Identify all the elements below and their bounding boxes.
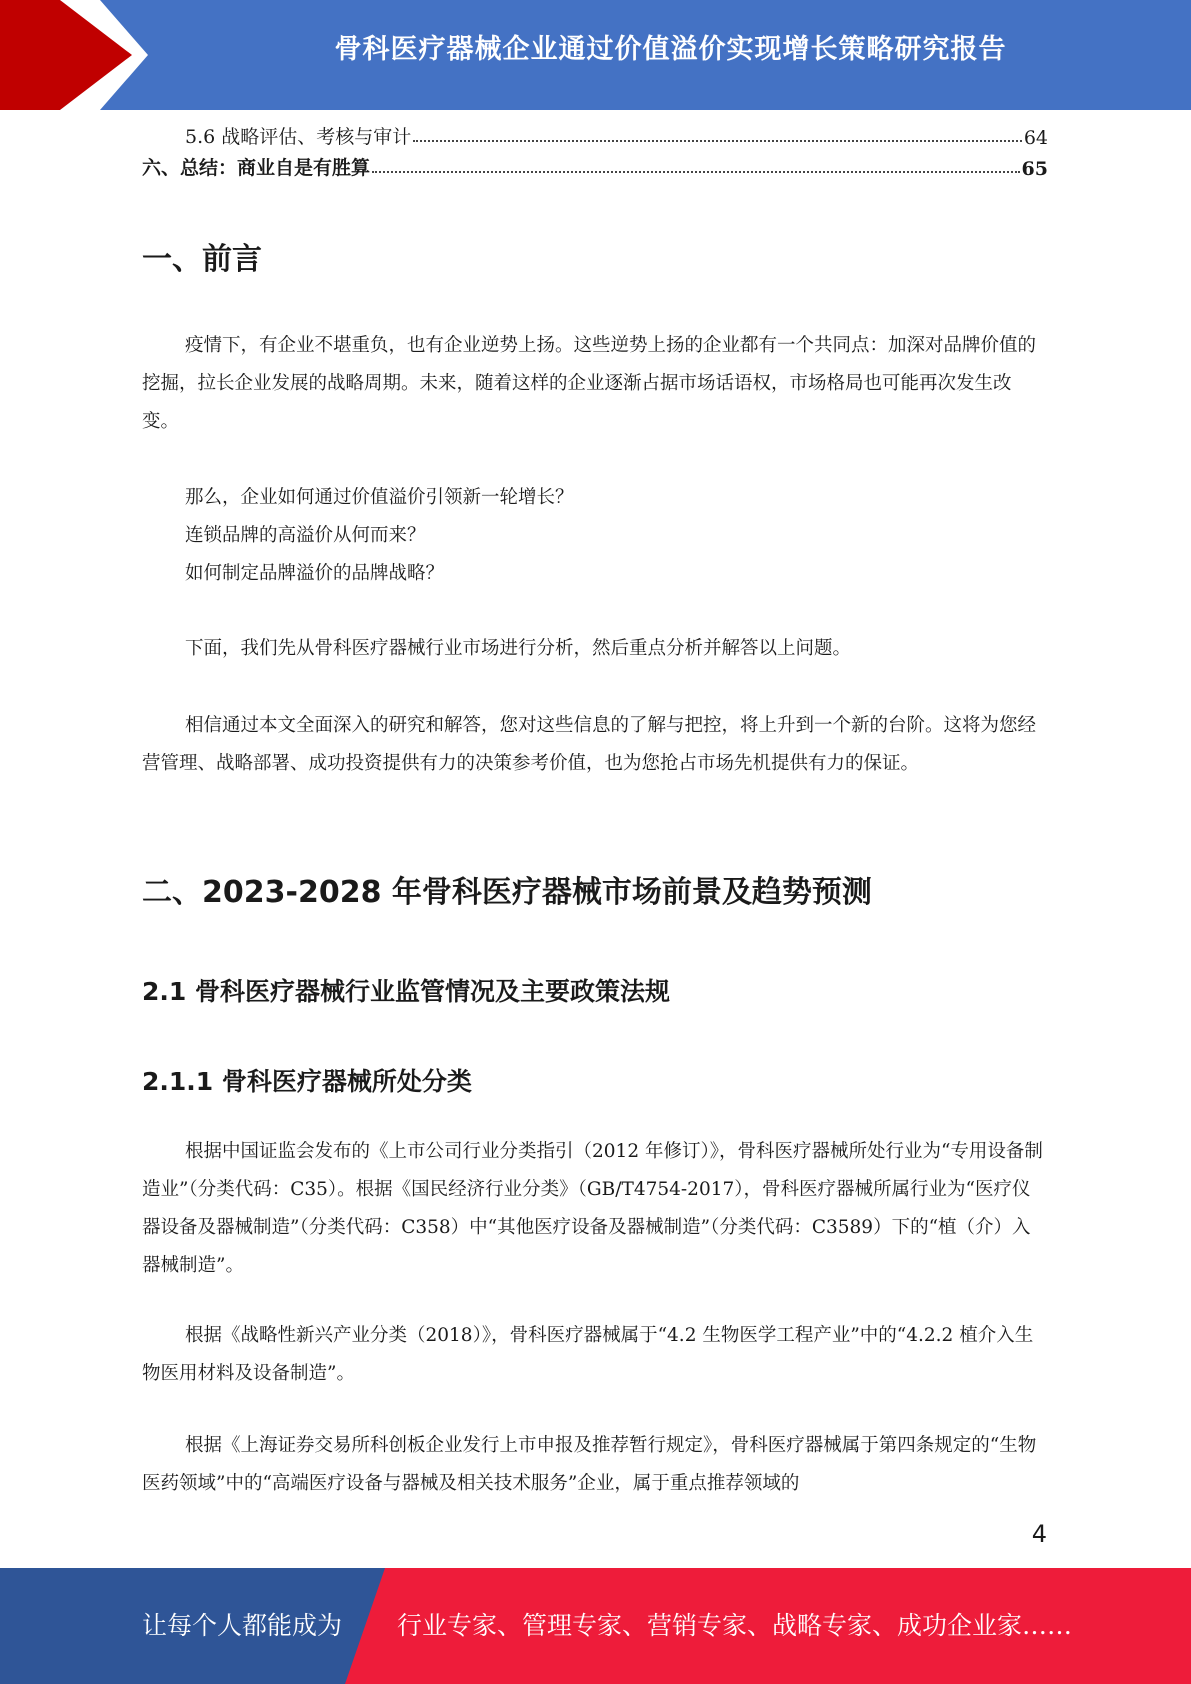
toc-entry-label: 六、总结：商业自是有胜算 (142, 157, 371, 179)
main-text (142, 0, 1048, 1500)
paragraph: 根据《战略性新兴产业分类（2018）》，骨科医疗器械属于“4.2 生物医学工程产业”中的“4.2.2 植介入生物医用材料及设备制造”。 (142, 1325, 1034, 1384)
page-footer (0, 1568, 1191, 1684)
toc-entry-page: 65 (1021, 158, 1048, 180)
paragraph: 根据《上海证券交易所科创板企业发行上市申报及推荐暂行规定》，骨科医疗器械属于第四条规定的“生物医药领域”中的“高端医疗设备与器械及相关技术服务”企业，属于重点推荐领域的 (142, 1435, 1037, 1494)
paragraph: 根据中国证监会发布的《上市公司行业分类指引（2012 年修订）》，骨科医疗器械所处行业为“专用设备制造业”（分类代码：C35）。根据《国民经济行业分类》（GB/T4754-2017），骨科医疗器械所属行业为“医疗仪器设备及器械制造”（分类代码：C358）中“其他医疗设备及器械制造”（分类代码：C3589）下的“植（介）入器械制造”。 (142, 1141, 1043, 1276)
subsection-heading: 2.1 骨科医疗器械行业监管情况及主要政策法规 (142, 977, 670, 1006)
paragraph: 相信通过本文全面深入的研究和解答，您对这些信息的了解与把控，将上升到一个新的台阶。这将为您经营管理、战略部署、成功投资提供有力的决策参考价值，也为您抢占市场先机提供有力的保证。 (142, 715, 1037, 774)
footer-slogan-left: 让每个人都能成为 (142, 1611, 343, 1640)
section-heading-preface: 一、前言 (142, 242, 262, 277)
paragraph: 下面，我们先从骨科医疗器械行业市场进行分析，然后重点分析并解答以上问题。 (185, 638, 852, 659)
page-number: 4 (1031, 1520, 1047, 1548)
question-line: 那么，企业如何通过价值溢价引领新一轮增长？ (185, 487, 574, 508)
subsubsection-heading: 2.1.1 骨科医疗器械所处分类 (142, 1067, 472, 1096)
question-line: 连锁品牌的高溢价从何而来？ (185, 525, 426, 546)
question-line: 如何制定品牌溢价的品牌战略？ (185, 563, 445, 584)
toc-entry-page: 64 (1023, 127, 1048, 149)
toc-entry-label: 5.6 战略评估、考核与审计 (185, 126, 412, 148)
paragraph: 疫情下，有企业不堪重负，也有企业逆势上扬。这些逆势上扬的企业都有一个共同点：加深对品牌价值的挖掘，拉长企业发展的战略周期。未来，随着这样的企业逐渐占据市场话语权，市场格局也可能再次发生改变。 (142, 335, 1037, 432)
header-title: 骨科医疗器械企业通过价值溢价实现增长策略研究报告 (334, 34, 1007, 65)
footer-slogan-right: 行业专家、管理专家、营销专家、战略专家、成功企业家…… (397, 1611, 1073, 1640)
section-heading-forecast: 二、2023-2028 年骨科医疗器械市场前景及趋势预测 (142, 875, 872, 910)
